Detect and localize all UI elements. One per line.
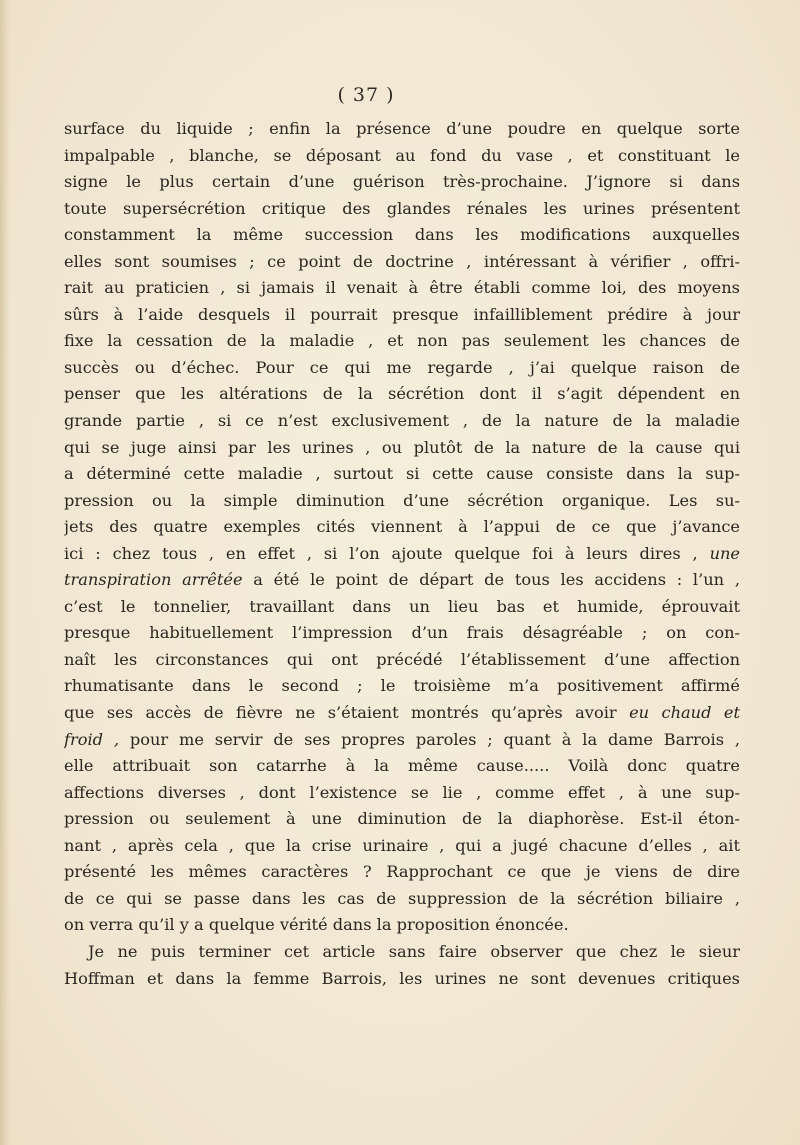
text-line: rait au praticien , si jamais il venait à être établi comme loi, des moyens (64, 278, 740, 298)
text-segment: que ses accès de fièvre ne s’étaient montrés qu’après avoir (64, 703, 617, 723)
text-line: constamment la même succession dans les modifications auxquelles (64, 225, 740, 245)
text-line: impalpable , blanche, se déposant au fond du vase , et constituant le (64, 145, 740, 165)
italic-segment: une (709, 543, 740, 563)
text-segment: ici : chez tous , en effet , si l’on ajoute quelque foi à leurs dires , (64, 543, 698, 563)
text-line: toute supersécrétion critique des glandes rénales les urines présentent (64, 198, 740, 218)
text-line-mixed (64, 541, 740, 568)
text-line-mixed (64, 700, 740, 727)
italic-segment: transpiration arrêtée (64, 570, 243, 590)
text-line: c’est le tonnelier, travaillant dans un lieu bas et humide, éprouvait (64, 596, 740, 616)
text-line: succès ou d’échec. Pour ce qui me regarde , j’ai quelque raison de (64, 357, 740, 377)
text-line: a déterminé cette maladie , surtout si cette cause consiste dans la sup- (64, 464, 740, 484)
text-line: naît les circonstances qui ont précédé l’établissement d’une affection (64, 649, 740, 669)
text-line: on verra qu’il y a quelque vérité dans la proposition énoncée. (64, 915, 569, 935)
text-line: fixe la cessation de la maladie , et non pas seulement les chances de (64, 331, 740, 351)
text-line: presque habituellement l’impression d’un frais désagréable ; on con- (64, 623, 740, 643)
text-line: grande partie , si ce n’est exclusivement , de la nature de la maladie (64, 411, 740, 431)
text-line: qui se juge ainsi par les urines , ou plutôt de la nature de la cause qui (64, 437, 740, 457)
text-line: pression ou seulement à une diminution de la diaphorèse. Est-il éton- (64, 809, 740, 829)
text-line: présenté les mêmes caractères ? Rapprochant ce que je viens de dire (64, 862, 740, 882)
text-line: jets des quatre exemples cités viennent à l’appui de ce que j’avance (64, 517, 740, 537)
text-line-mixed (64, 727, 740, 754)
text-line: affections diverses , dont l’existence se lie , comme effet , à une sup- (64, 782, 740, 802)
text-segment: pour me servir de ses propres paroles ; quant à la dame Barrois , (129, 729, 740, 749)
text-line: sûrs à l’aide desquels il pourrait presque infailliblement prédire à jour (64, 304, 740, 324)
text-line: rhumatisante dans le second ; le troisième m’a positivement affirmé (64, 676, 740, 696)
text-line: surface du liquide ; enfin la présence d’une poudre en quelque sorte (64, 119, 740, 138)
text-line: de ce qui se passe dans les cas de suppression de la sécrétion biliaire , (64, 888, 740, 908)
text-line: elles sont soumises ; ce point de doctrine , intéressant à vérifier , offri- (64, 251, 740, 271)
page-number: ( 37 ) (337, 84, 395, 106)
text-line: Hoffman et dans la femme Barrois, les urines ne sont devenues critiques (64, 968, 740, 988)
page-edge-shadow (0, 0, 10, 1145)
text-line: pression ou la simple diminution d’une sécrétion organique. Les su- (64, 490, 740, 510)
text-line-mixed (64, 567, 740, 594)
text-line: Je ne puis terminer cet article sans faire observer que chez le sieur (88, 941, 740, 961)
text-line: penser que les altérations de la sécrétion dont il s’agit dépendent en (64, 384, 740, 404)
text-line: elle attribuait son catarrhe à la même cause..... Voilà donc quatre (64, 756, 740, 776)
text-line: nant , après cela , que la crise urinaire , qui a jugé chacune d’elles , ait (64, 835, 740, 855)
italic-segment: froid , (64, 729, 120, 749)
text-line: signe le plus certain d’une guérison très-prochaine. J’ignore si dans (64, 172, 740, 192)
text-segment: a été le point de départ de tous les accidens : l’un , (253, 570, 740, 590)
italic-segment: eu chaud et (629, 703, 740, 723)
body-text (64, 116, 740, 992)
